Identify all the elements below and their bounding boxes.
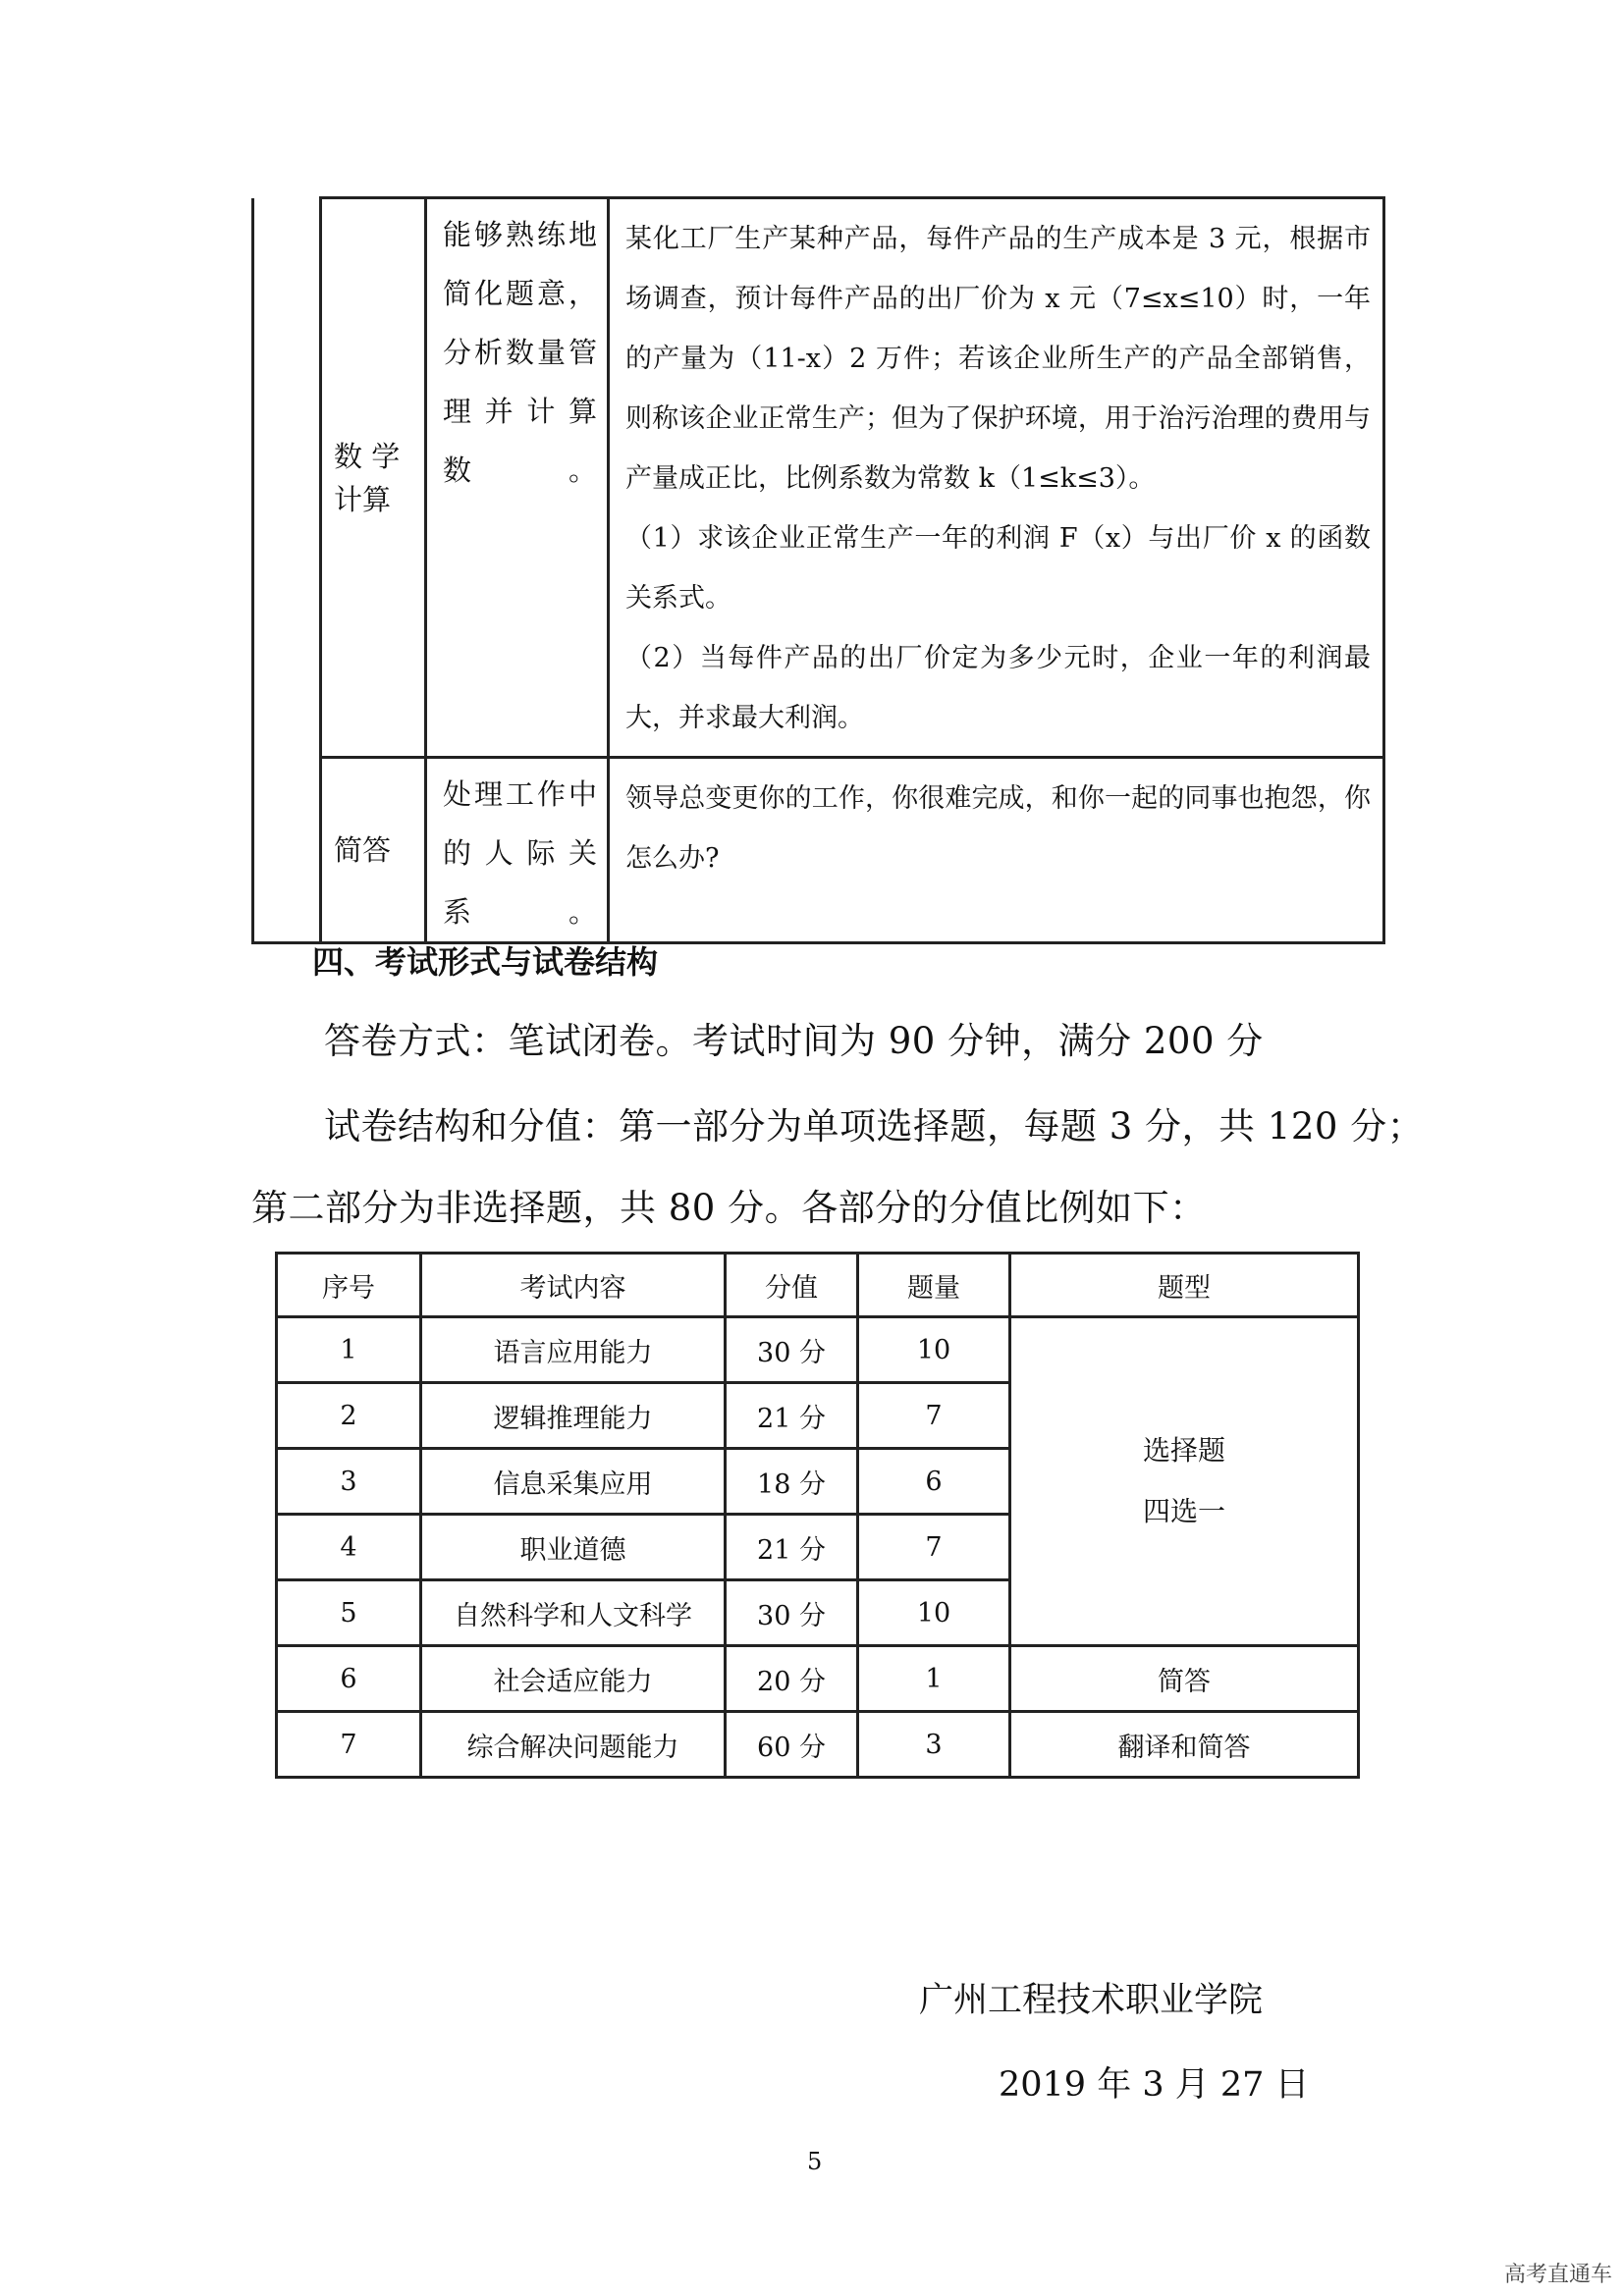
section-heading: 四、考试形式与试卷结构 xyxy=(312,943,659,981)
question-count: 7 xyxy=(858,1383,1010,1449)
question-count: 6 xyxy=(858,1449,1010,1515)
question-text: 领导总变更你的工作，你很难完成，和你一起的同事也抱怨，你怎么办? xyxy=(625,783,1371,874)
row-number: 3 xyxy=(277,1449,421,1515)
score-value: 21 分 xyxy=(726,1383,858,1449)
column-header: 考试内容 xyxy=(421,1254,726,1317)
paper-structure-paragraph-cont: 第二部分为非选择题，共 80 分。各部分的分值比例如下： xyxy=(251,1187,1207,1229)
score-value: 30 分 xyxy=(726,1580,858,1646)
table-row xyxy=(277,1646,1359,1712)
document-date: 2019 年 3 月 27 日 xyxy=(999,2065,1310,2105)
institution-signature: 广州工程技术职业学院 xyxy=(919,1981,1264,2020)
row-number: 2 xyxy=(277,1383,421,1449)
page-number: 5 xyxy=(807,2148,823,2175)
question-type: 翻译和简答 xyxy=(1010,1712,1359,1778)
question-count: 3 xyxy=(858,1712,1010,1778)
question-cell xyxy=(609,198,1384,758)
question-text: （2）当每件产品的出厂价定为多少元时，企业一年的利润最大，并求最大利润。 xyxy=(625,643,1371,733)
category-line: 计算 xyxy=(334,482,392,516)
question-count: 10 xyxy=(858,1580,1010,1646)
score-value: 20 分 xyxy=(726,1646,858,1712)
exam-content: 社会适应能力 xyxy=(421,1646,726,1712)
question-type-line: 选择题 xyxy=(1142,1434,1225,1467)
question-type-merged xyxy=(1010,1317,1359,1646)
score-table xyxy=(275,1252,1360,1779)
row-number: 1 xyxy=(277,1317,421,1383)
score-value: 18 分 xyxy=(726,1449,858,1515)
watermark: 高考直通车 xyxy=(1503,2263,1612,2287)
question-type-line: 四选一 xyxy=(1142,1495,1225,1527)
score-value: 21 分 xyxy=(726,1515,858,1580)
question-cell xyxy=(609,758,1384,943)
score-value: 60 分 xyxy=(726,1712,858,1778)
table-row xyxy=(277,1317,1359,1383)
column-header: 序号 xyxy=(277,1254,421,1317)
table-row xyxy=(277,1712,1359,1778)
column-header: 分值 xyxy=(726,1254,858,1317)
exam-content: 语言应用能力 xyxy=(421,1317,726,1383)
paper-structure-paragraph: 试卷结构和分值：第一部分为单项选择题，每题 3 分，共 120 分； xyxy=(324,1105,1425,1148)
question-count: 10 xyxy=(858,1317,1010,1383)
question-text: 某化工厂生产某种产品，每件产品的生产成本是 3 元，根据市场调查，预计每件产品的出厂价为 x 元（7≤x≤10）时，一年的产量为（11-x）2 万件；若该企业所生产的产品全部销售，则称该企业正常生产；但为了保护环境，用于治污治理的费用与产量成正比，比例系数为常数 k（1≤k≤3）。 xyxy=(625,224,1371,494)
exam-content: 自然科学和人文科学 xyxy=(421,1580,726,1646)
category-cell: 简答 xyxy=(321,758,426,943)
outer-category-cell xyxy=(253,198,321,943)
column-header: 题型 xyxy=(1010,1254,1359,1317)
row-number: 5 xyxy=(277,1580,421,1646)
exam-content: 职业道德 xyxy=(421,1515,726,1580)
row-number: 7 xyxy=(277,1712,421,1778)
row-number: 6 xyxy=(277,1646,421,1712)
question-count: 7 xyxy=(858,1515,1010,1580)
column-header: 题量 xyxy=(858,1254,1010,1317)
exam-format-paragraph: 答卷方式：笔试闭卷。考试时间为 90 分钟，满分 200 分 xyxy=(324,1020,1264,1062)
question-text: （1）求该企业正常生产一年的利润 F（x）与出厂价 x 的函数关系式。 xyxy=(625,523,1371,614)
question-count: 1 xyxy=(858,1646,1010,1712)
exam-content: 综合解决问题能力 xyxy=(421,1712,726,1778)
exam-content: 信息采集应用 xyxy=(421,1449,726,1515)
example-question-table xyxy=(251,196,1385,944)
question-type: 简答 xyxy=(1010,1646,1359,1712)
category-cell xyxy=(321,198,426,758)
row-number: 4 xyxy=(277,1515,421,1580)
ability-cell: 处理工作中的人际关系。 xyxy=(426,758,609,943)
ability-cell: 能够熟练地简化题意，分析数量管理并计算数。 xyxy=(426,198,609,758)
exam-content: 逻辑推理能力 xyxy=(421,1383,726,1449)
category-line: 数 学 xyxy=(334,439,401,473)
score-value: 30 分 xyxy=(726,1317,858,1383)
